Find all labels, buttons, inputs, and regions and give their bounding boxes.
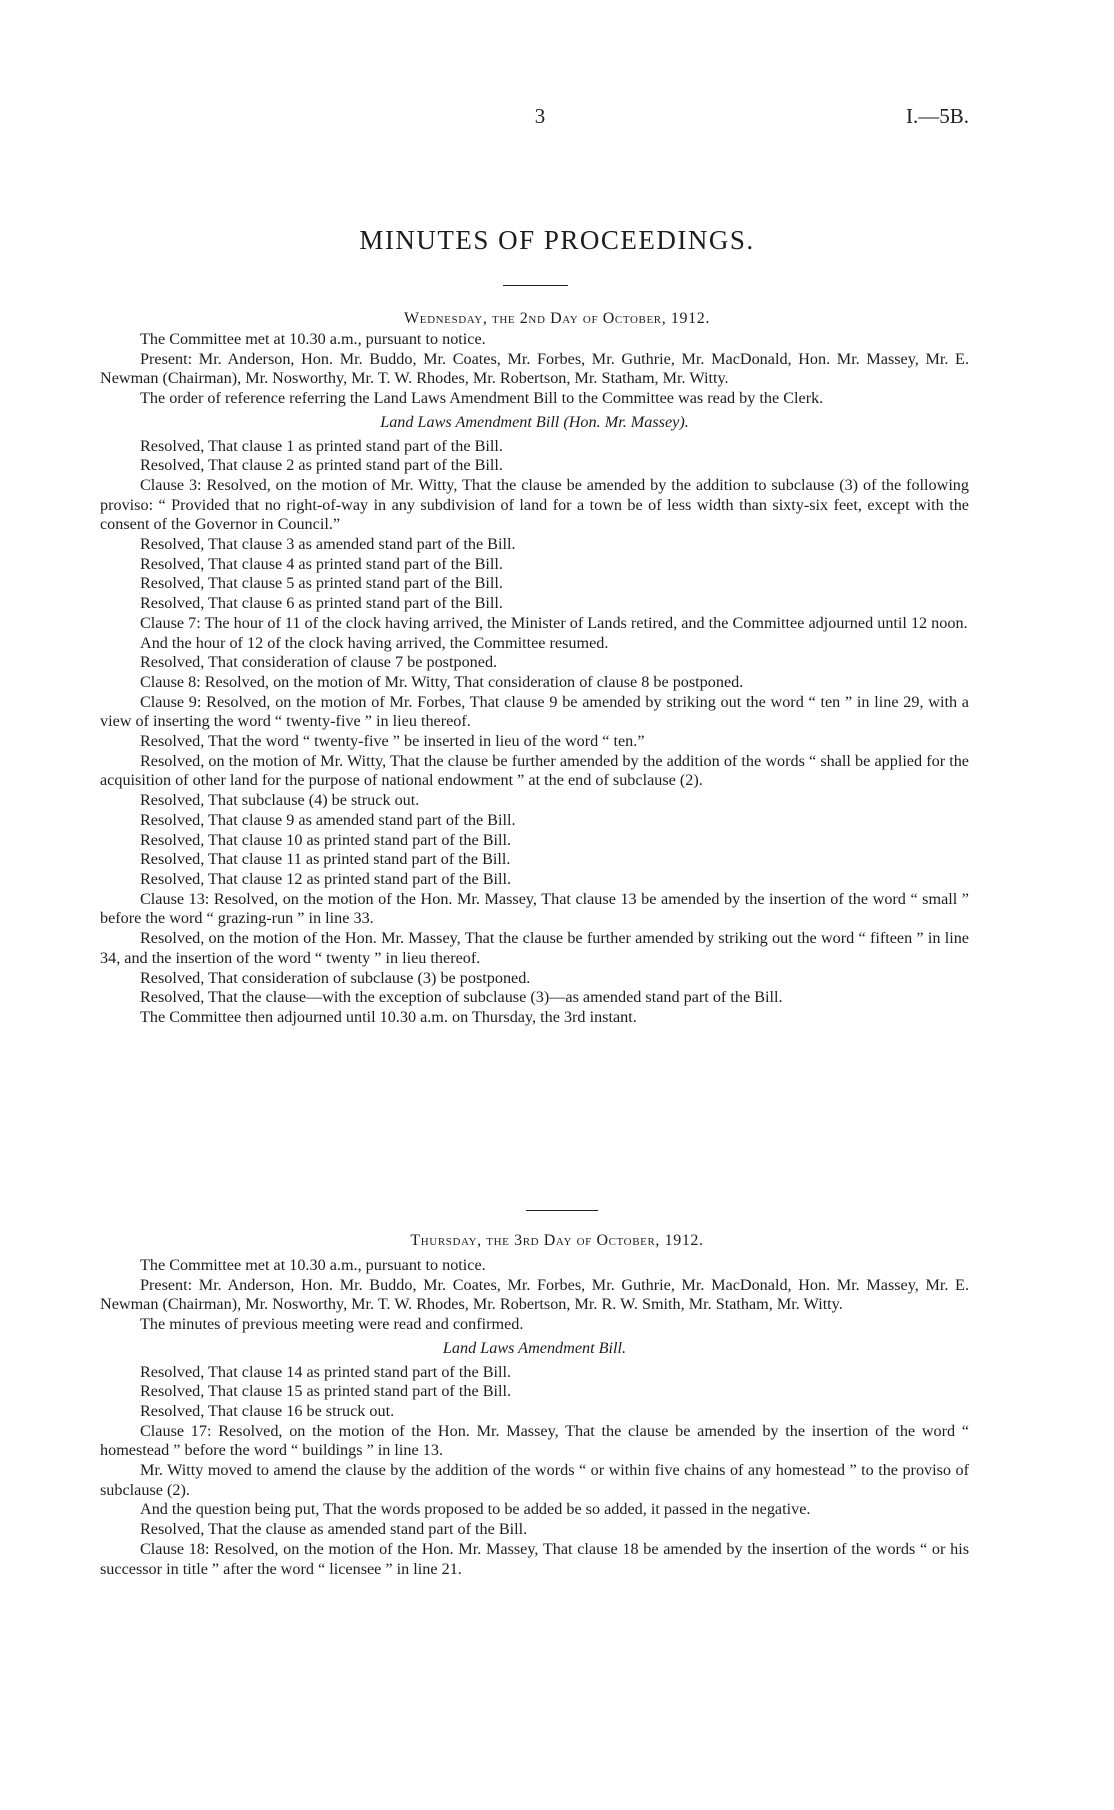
resolution: Resolved, That clause 6 as printed stand part of the Bill.: [140, 594, 503, 613]
resolution: Resolved, That clause 11 as printed stand part of the Bill.: [140, 850, 511, 869]
resolution: And the question being put, That the words proposed to be added be so added, it passed in the negative.: [140, 1500, 811, 1519]
resolution: Resolved, That clause 3 as amended stand part of the Bill.: [140, 535, 516, 554]
resolution: Resolved, That clause 12 as printed stand part of the Bill.: [140, 869, 512, 888]
resolution: Resolved, That clause 2 as printed stand part of the Bill.: [140, 456, 503, 475]
resolution: Resolved, That subclause (4) be struck out.: [140, 791, 420, 810]
order-of-reference: The order of reference referring the Land Laws Amendment Bill to the Committee was read by the Clerk.: [140, 389, 824, 408]
wednesday-section: [100, 330, 969, 1028]
resolution: Resolved, That the word “ twenty-five ” be inserted in lieu of the word “ ten.”: [140, 732, 645, 751]
section-divider: [526, 1210, 598, 1211]
resolution: Resolved, That clause 10 as printed stand part of the Bill.: [140, 830, 512, 849]
resolution: Clause 18: Resolved, on the motion of the Hon. Mr. Massey, That clause 18 be amended by the insertion of the words “ or his successor in title ” after the word “ licensee ” in line 21.: [100, 1539, 969, 1578]
resolution: Clause 17: Resolved, on the motion of the Hon. Mr. Massey, That the clause be amended by the insertion of the word “ homestead ” before the word “ buildings ” in line 13.: [100, 1421, 969, 1460]
meeting-notice: The Committee met at 10.30 a.m., pursuant to notice.: [140, 330, 486, 348]
resolution: Resolved, That the clause as amended stand part of the Bill.: [140, 1520, 528, 1539]
resolution: Resolved, That clause 4 as printed stand part of the Bill.: [140, 554, 503, 573]
resolution: Resolved, on the motion of Mr. Witty, That the clause be further amended by the addition of the words “ shall be applied for the acquisition of other land for the purpose of national endowment ” at the end of subclause (2).: [100, 751, 969, 790]
resolution: Clause 7: The hour of 11 of the clock having arrived, the Minister of Lands retired, and the Committee adjourned until 12 noon.: [140, 613, 968, 632]
bill-heading: Land Laws Amendment Bill.: [442, 1338, 627, 1357]
bill-heading: Land Laws Amendment Bill (Hon. Mr. Massey).: [380, 412, 689, 431]
resolution: Resolved, That clause 15 as printed stand part of the Bill.: [140, 1382, 512, 1401]
day-heading-wednesday: Wednesday, the 2nd Day of October, 1912.: [404, 310, 710, 327]
resolution: Resolved, That consideration of subclause (3) be postponed.: [140, 968, 531, 987]
adjournment-note: The Committee then adjourned until 10.30 a.m. on Thursday, the 3rd instant.: [140, 1007, 637, 1026]
meeting-notice: The Committee met at 10.30 a.m., pursuant to notice.: [140, 1256, 486, 1274]
members-present: Present: Mr. Anderson, Hon. Mr. Buddo, Mr. Coates, Mr. Forbes, Mr. Guthrie, Mr. MacDonald, Hon. Mr. Massey, Mr. E. Newman (Chairman), Mr. Nosworthy, Mr. T. W. Rhodes, Mr. Robertson, Mr. R. W. Smith, Mr. Statham, Mr. Witty.: [100, 1275, 969, 1314]
resolution: Clause 13: Resolved, on the motion of the Hon. Mr. Massey, That clause 13 be amended by the insertion of the word “ small ” before the word “ grazing-run ” in line 33.: [100, 889, 969, 928]
members-present: Present: Mr. Anderson, Hon. Mr. Buddo, Mr. Coates, Mr. Forbes, Mr. Guthrie, Mr. MacDonald, Hon. Mr. Massey, Mr. E. Newman (Chairman), Mr. Nosworthy, Mr. T. W. Rhodes, Mr. Robertson, Mr. Statham, Mr. Witty.: [100, 349, 969, 388]
page-number: 3: [534, 104, 546, 128]
resolution: Resolved, That clause 5 as printed stand part of the Bill.: [140, 574, 503, 593]
document-reference: I.—5B.: [906, 104, 969, 128]
resolution: Resolved, That consideration of clause 7 be postponed.: [140, 653, 498, 672]
day-heading-thursday: Thursday, the 3rd Day of October, 1912.: [410, 1232, 704, 1249]
title-divider: [503, 285, 568, 286]
resolution: Resolved, That clause 14 as printed stand part of the Bill.: [140, 1362, 512, 1381]
resolution: Mr. Witty moved to amend the clause by the addition of the words “ or within five chains of any homestead ” to the proviso of subclause (2).: [100, 1461, 969, 1499]
resolution: Resolved, That clause 16 be struck out.: [140, 1401, 395, 1420]
document-title: MINUTES OF PROCEEDINGS.: [359, 225, 755, 255]
resolution: Resolved, on the motion of the Hon. Mr. Massey, That the clause be further amended by striking out the word “ fifteen ” in line 34, and the insertion of the word “ twenty ” in lieu thereof.: [100, 929, 969, 967]
minutes-confirmed: The minutes of previous meeting were read and confirmed.: [140, 1315, 524, 1334]
resolution: And the hour of 12 of the clock having arrived, the Committee resumed.: [140, 633, 609, 652]
resolution: Resolved, That clause 1 as printed stand part of the Bill.: [140, 436, 503, 455]
resolution: Clause 3: Resolved, on the motion of Mr. Witty, That the clause be amended by the addition to subclause (3) of the following proviso: “ Provided that no right-of-way in any subdivision of land for a town be of less width than sixty-six feet, except with the consent of the Governor in Council.”: [100, 475, 969, 534]
resolution: Clause 9: Resolved, on the motion of Mr. Forbes, That clause 9 be amended by striking out the word “ ten ” in line 29, with a view of inserting the word “ twenty-five ” in lieu thereof.: [100, 692, 969, 731]
thursday-section: [100, 1256, 969, 1579]
resolution: Resolved, That clause 9 as amended stand part of the Bill.: [140, 810, 516, 829]
resolution: Resolved, That the clause—with the exception of subclause (3)—as amended stand part of the Bill.: [140, 988, 783, 1007]
resolution: Clause 8: Resolved, on the motion of Mr. Witty, That consideration of clause 8 be postponed.: [140, 672, 744, 691]
